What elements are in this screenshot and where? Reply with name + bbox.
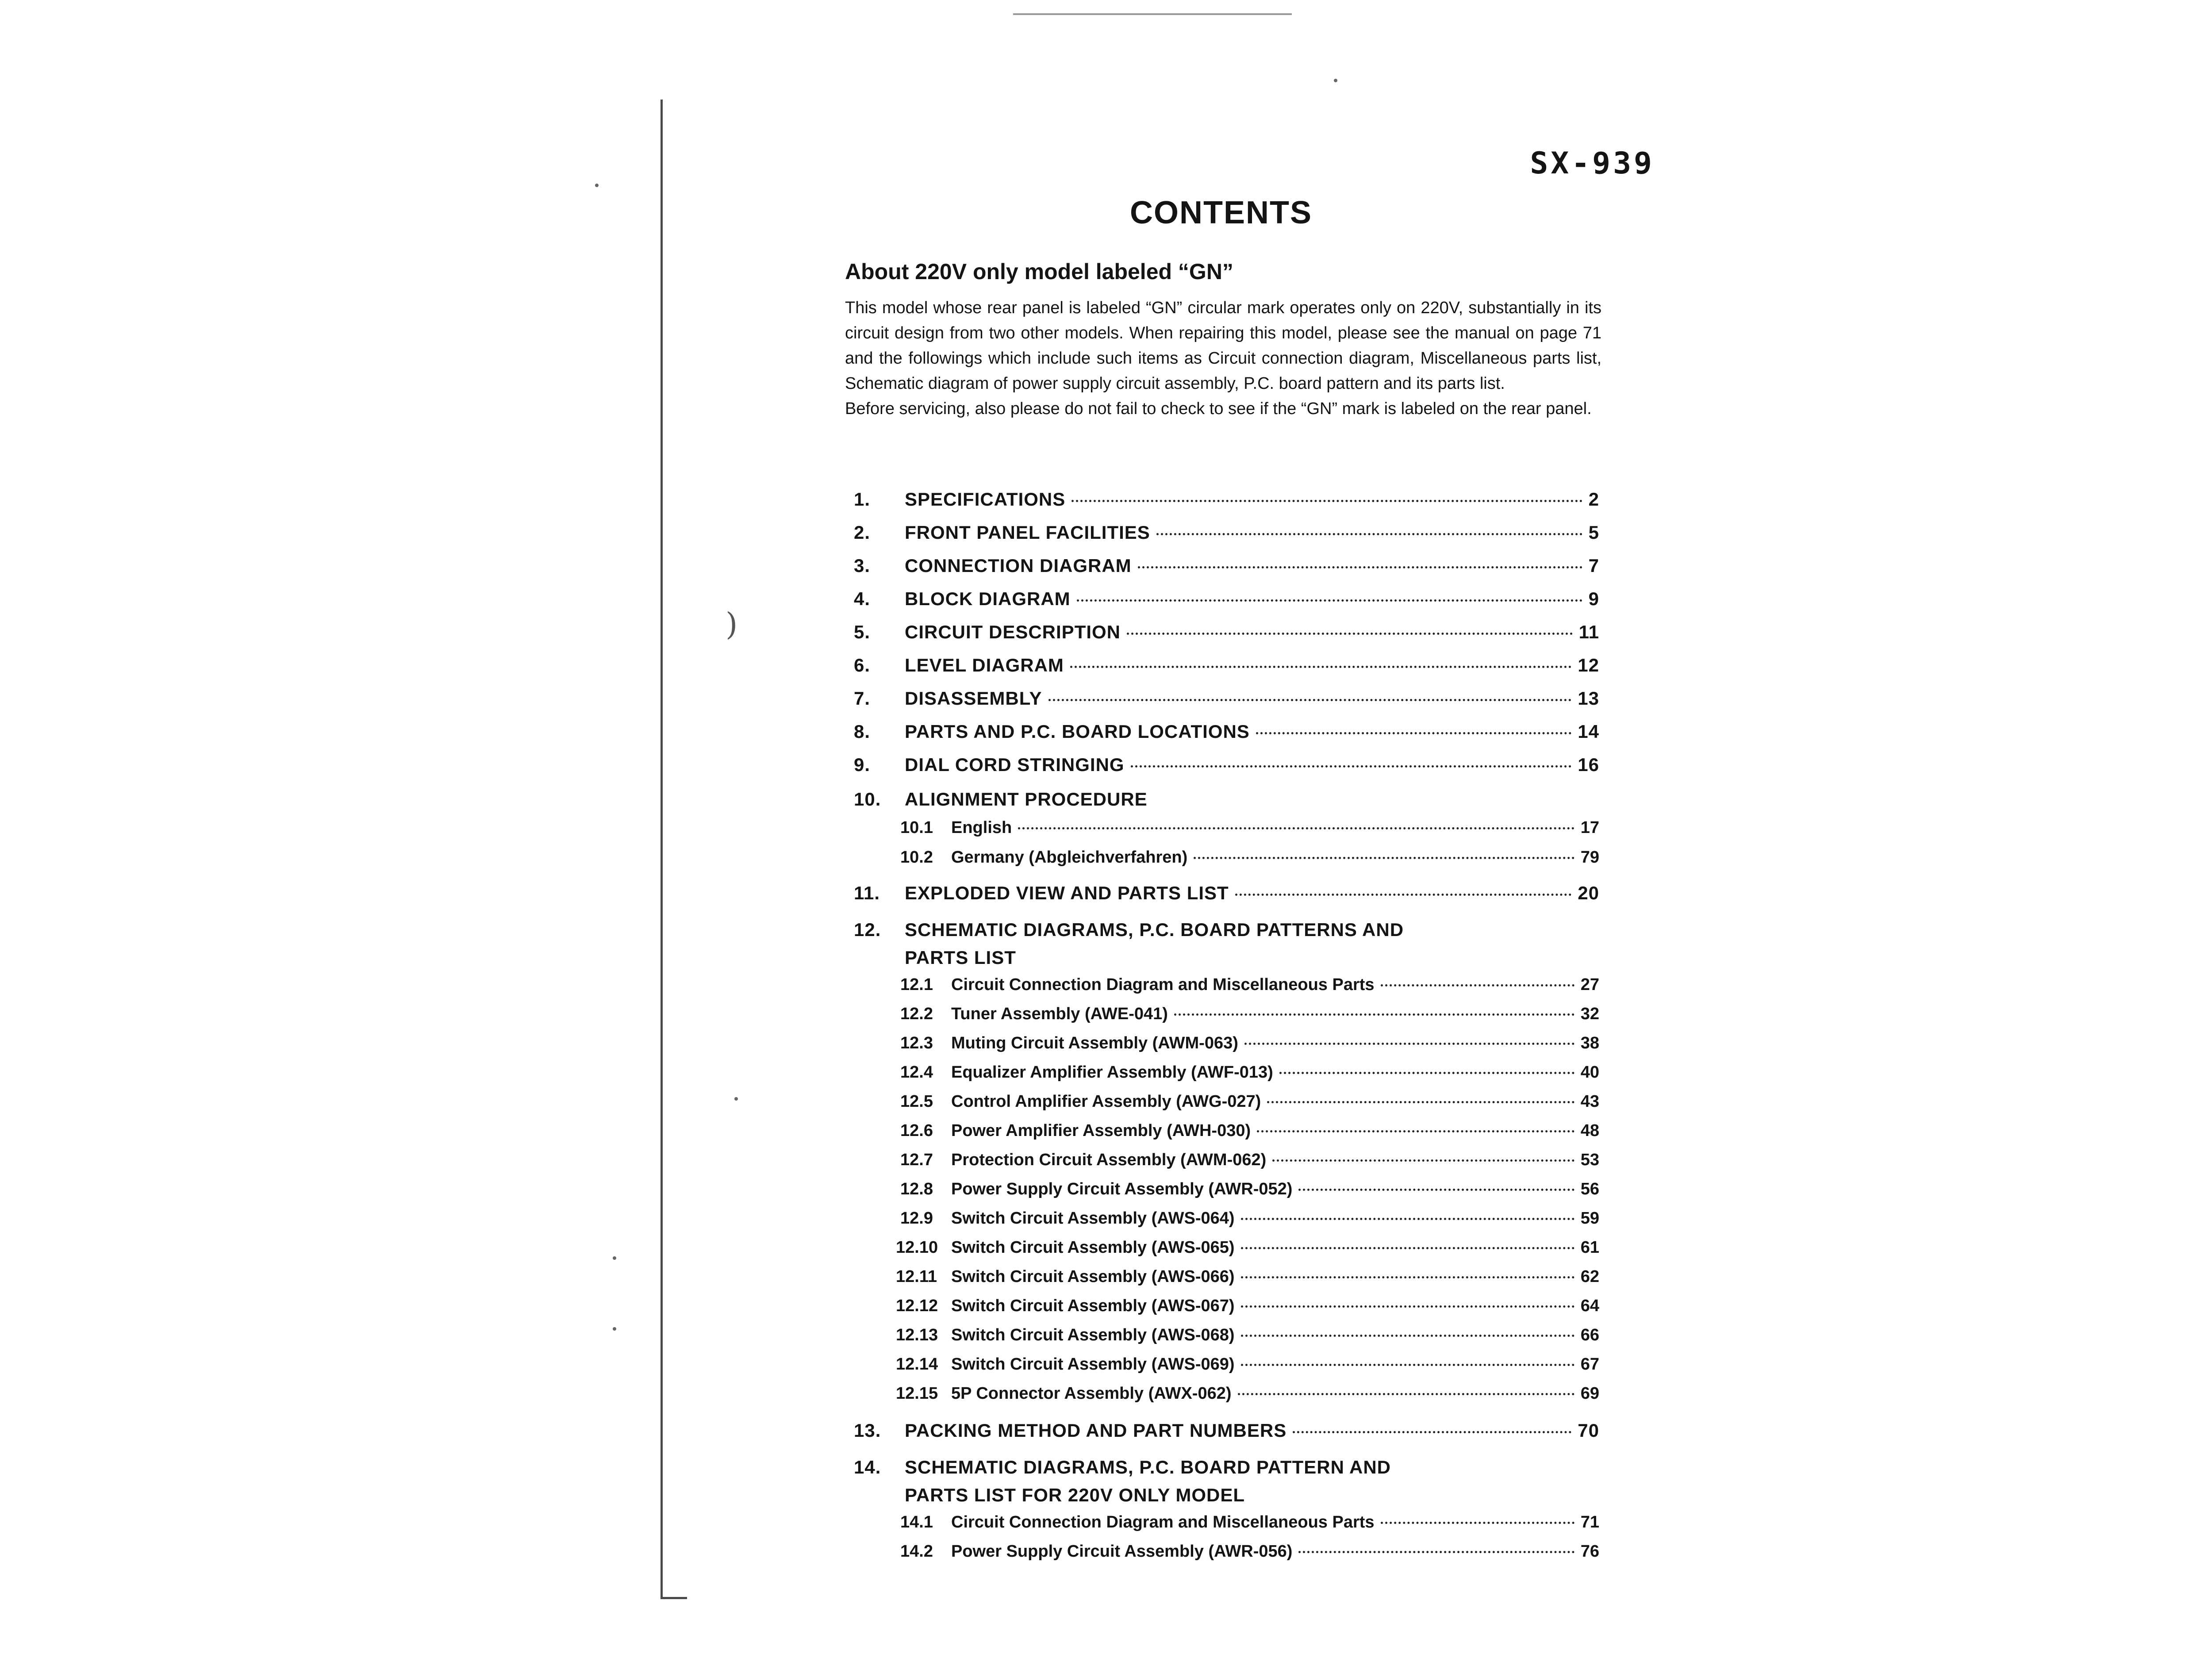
toc-subentry-page: 53: [1580, 1151, 1599, 1169]
toc-entry-page: 70: [1578, 1420, 1599, 1441]
toc-entry[interactable]: [854, 555, 1599, 582]
toc-subentry-title: Equalizer Amplifier Assembly (AWF-013): [951, 1063, 1273, 1082]
toc-entry-title: EXPLODED VIEW AND PARTS LIST: [905, 883, 1229, 903]
toc-subentry-page: 59: [1580, 1209, 1599, 1228]
notice-heading: About 220V only model labeled “GN”: [845, 259, 1233, 284]
toc-entry[interactable]: [854, 622, 1599, 648]
toc-subentry-number: 12.7: [900, 1151, 933, 1169]
toc-entry[interactable]: [854, 688, 1599, 714]
toc-entry-title: DISASSEMBLY: [905, 688, 1042, 709]
toc-subentry-page: 76: [1580, 1542, 1599, 1561]
dot-leader: [1241, 1335, 1575, 1337]
toc-subentry[interactable]: [896, 1267, 1599, 1294]
toc-entry[interactable]: [854, 721, 1599, 748]
toc-subentry-number: 12.4: [900, 1063, 933, 1082]
binder-margin-foot: [661, 1597, 687, 1599]
scan-edge-line: [1013, 13, 1292, 15]
toc-subentry-title: Germany (Abgleichverfahren): [951, 848, 1188, 867]
model-number: SX-939: [1530, 146, 1655, 181]
toc-subentry[interactable]: [896, 1297, 1599, 1323]
toc-entry-title: FRONT PANEL FACILITIES: [905, 522, 1150, 543]
toc-entry-number: 2.: [854, 522, 871, 543]
toc-entry-page: 13: [1578, 688, 1599, 709]
toc-subentry-title: Power Amplifier Assembly (AWH-030): [951, 1121, 1251, 1140]
dot-leader: [1241, 1247, 1575, 1249]
toc-subentry[interactable]: [900, 1209, 1599, 1236]
notice-paragraph: This model whose rear panel is labeled “GN” circular mark operates only on 220V, substantially in its circuit design from two other models. When repairing this model, please see the manual on page 71 and the followings which include such items as Circuit connection diagram, Miscellaneous parts list, Schematic diagram of power supply circuit assembly, P.C. board pattern and its parts list.: [845, 299, 1601, 393]
toc-entry-page: 12: [1578, 655, 1599, 675]
toc-entry-number: 10.: [854, 789, 881, 810]
toc-subentry-title: 5P Connector Assembly (AWX-062): [951, 1384, 1232, 1403]
dot-leader: [1174, 1013, 1575, 1016]
toc-subentry-title: Switch Circuit Assembly (AWS-066): [951, 1267, 1235, 1286]
dot-leader: [1257, 1130, 1575, 1132]
toc-subentry[interactable]: [900, 975, 1599, 1002]
toc-subentry[interactable]: [900, 848, 1599, 875]
toc-subentry-page: 43: [1580, 1092, 1599, 1111]
dot-leader: [1381, 1522, 1575, 1524]
toc-subentry[interactable]: [900, 1513, 1599, 1539]
toc-subentry-page: 61: [1580, 1238, 1599, 1257]
scan-speck: [613, 1327, 616, 1331]
toc-subentry[interactable]: [900, 1005, 1599, 1031]
toc-subentry-number: 12.5: [900, 1092, 933, 1111]
scan-speck: [595, 184, 599, 187]
toc-entry-page: 20: [1578, 883, 1599, 903]
toc-subentry[interactable]: [900, 1063, 1599, 1090]
toc-entry-page: 11: [1578, 622, 1599, 642]
toc-subentry-page: 38: [1580, 1034, 1599, 1052]
dot-leader: [1241, 1276, 1575, 1278]
toc-subentry-page: 62: [1580, 1267, 1599, 1286]
toc-subentry-number: 10.1: [900, 818, 933, 837]
toc-entry-title: CIRCUIT DESCRIPTION: [905, 622, 1121, 642]
toc-entry-number: 7.: [854, 688, 871, 709]
toc-subentry-title: Muting Circuit Assembly (AWM-063): [951, 1034, 1238, 1052]
dot-leader: [1048, 699, 1572, 701]
scan-speck: [1334, 79, 1337, 82]
toc-entry-title: SCHEMATIC DIAGRAMS, P.C. BOARD PATTERN AND: [905, 1457, 1391, 1477]
toc-entry-title: PARTS AND P.C. BOARD LOCATIONS: [905, 721, 1250, 742]
toc-subentry-number: 10.2: [900, 848, 933, 867]
toc-subentry[interactable]: [900, 1542, 1599, 1569]
toc-entry-title: ALIGNMENT PROCEDURE: [905, 789, 1148, 810]
toc-subentry-number: 12.6: [900, 1121, 933, 1140]
toc-entry-number: 5.: [854, 622, 871, 642]
toc-entry-number: 1.: [854, 489, 871, 510]
toc-entry-title-continued: PARTS LIST FOR 220V ONLY MODEL: [905, 1485, 1245, 1505]
toc-subentry[interactable]: [900, 1180, 1599, 1206]
toc-subentry[interactable]: [896, 1326, 1599, 1352]
toc-entry-number: 13.: [854, 1420, 881, 1441]
toc-section-heading[interactable]: [854, 785, 1599, 813]
page-title: CONTENTS: [1130, 195, 1312, 230]
toc-subentry[interactable]: [896, 1238, 1599, 1265]
toc-subentry[interactable]: [900, 1092, 1599, 1119]
toc-entry-number: 4.: [854, 588, 871, 609]
toc-entry[interactable]: [854, 883, 1599, 909]
toc-subentry-title: Switch Circuit Assembly (AWS-069): [951, 1355, 1235, 1374]
toc-entry-number: 12.: [854, 919, 881, 940]
toc-entry-page: 14: [1578, 721, 1599, 742]
toc-subentry[interactable]: [896, 1384, 1599, 1411]
dot-leader: [1127, 633, 1573, 635]
toc-subentry-page: 64: [1580, 1297, 1599, 1315]
toc-entry-number: 3.: [854, 555, 871, 576]
dot-leader: [1293, 1431, 1571, 1433]
dot-leader: [1018, 827, 1574, 829]
toc-subentry-title: Switch Circuit Assembly (AWS-067): [951, 1297, 1235, 1315]
toc-entry[interactable]: [854, 754, 1599, 781]
dot-leader: [1267, 1101, 1574, 1103]
toc-subentry-page: 69: [1580, 1384, 1599, 1403]
toc-subentry[interactable]: [900, 818, 1599, 845]
toc-subentry-page: 48: [1580, 1121, 1599, 1140]
toc-subentry-title: Circuit Connection Diagram and Miscellaneous Parts: [951, 1513, 1375, 1531]
dot-leader: [1241, 1305, 1575, 1308]
scan-mark: ): [726, 606, 738, 642]
dot-leader: [1131, 765, 1572, 768]
toc-subentry-title: Switch Circuit Assembly (AWS-064): [951, 1209, 1235, 1228]
toc-subentry[interactable]: [900, 1034, 1599, 1060]
toc-subentry-page: 67: [1580, 1355, 1599, 1374]
toc-entry-title: PACKING METHOD AND PART NUMBERS: [905, 1420, 1287, 1441]
toc-entry-page: 5: [1588, 522, 1599, 543]
toc-subentry-page: 32: [1580, 1005, 1599, 1023]
dot-leader: [1194, 857, 1574, 859]
toc-subentry-title: Power Supply Circuit Assembly (AWR-056): [951, 1542, 1293, 1561]
toc-entry-page: 16: [1578, 754, 1599, 775]
toc-subentry-page: 66: [1580, 1326, 1599, 1344]
dot-leader: [1241, 1218, 1575, 1220]
dot-leader: [1156, 533, 1582, 535]
toc-subentry-page: 27: [1580, 975, 1599, 994]
toc-subentry-number: 12.2: [900, 1005, 933, 1023]
toc-subentry-number: 12.3: [900, 1034, 933, 1052]
dot-leader: [1138, 566, 1582, 568]
toc-entry-number: 11.: [854, 883, 880, 903]
toc-entry-number: 8.: [854, 721, 871, 742]
toc-subentry-title: Circuit Connection Diagram and Miscellaneous Parts: [951, 975, 1375, 994]
toc-section-heading[interactable]: [854, 1453, 1599, 1509]
toc-subentry-page: 40: [1580, 1063, 1599, 1082]
dot-leader: [1077, 599, 1582, 602]
toc-subentry[interactable]: [896, 1355, 1599, 1382]
dot-leader: [1241, 1364, 1575, 1366]
scan-speck: [734, 1097, 738, 1101]
toc-subentry-title: Switch Circuit Assembly (AWS-068): [951, 1326, 1235, 1344]
toc-subentry-number: 12.12: [896, 1297, 938, 1315]
dot-leader: [1070, 666, 1571, 668]
toc-subentry-number: 14.2: [900, 1542, 933, 1561]
toc-entry-number: 9.: [854, 754, 871, 775]
toc-subentry-title: English: [951, 818, 1012, 837]
toc-section-heading[interactable]: [854, 916, 1599, 971]
toc-subentry-title: Control Amplifier Assembly (AWG-027): [951, 1092, 1261, 1111]
toc-subentry-number: 12.14: [896, 1355, 938, 1374]
toc-subentry-page: 71: [1580, 1513, 1599, 1531]
dot-leader: [1244, 1043, 1575, 1045]
toc-entry-title: DIAL CORD STRINGING: [905, 754, 1125, 775]
toc-entry-title: SPECIFICATIONS: [905, 489, 1066, 510]
dot-leader: [1256, 732, 1571, 734]
toc-subentry-number: 14.1: [900, 1513, 933, 1531]
toc-subentry-number: 12.1: [900, 975, 933, 994]
toc-subentry-title: Tuner Assembly (AWE-041): [951, 1005, 1168, 1023]
notice-paragraph: Before servicing, also please do not fail to check to see if the “GN” mark is labeled on the rear panel.: [845, 399, 1592, 418]
notice-body: [845, 295, 1601, 422]
toc-subentry-page: 17: [1580, 818, 1599, 837]
toc-entry-title: SCHEMATIC DIAGRAMS, P.C. BOARD PATTERNS AND: [905, 919, 1404, 940]
toc-entry-page: 9: [1588, 588, 1599, 609]
toc-subentry[interactable]: [900, 1151, 1599, 1177]
toc-entry-title: CONNECTION DIAGRAM: [905, 555, 1132, 576]
dot-leader: [1381, 984, 1575, 986]
toc-subentry-number: 12.9: [900, 1209, 933, 1228]
toc-subentry-number: 12.8: [900, 1180, 933, 1198]
toc-entry[interactable]: [854, 588, 1599, 615]
toc-entry-number: 14.: [854, 1457, 881, 1477]
dot-leader: [1238, 1393, 1575, 1395]
toc-subentry-title: Protection Circuit Assembly (AWM-062): [951, 1151, 1267, 1169]
binder-margin-line: [661, 100, 663, 1599]
toc-entry-title: BLOCK DIAGRAM: [905, 588, 1071, 609]
toc-subentry-number: 12.13: [896, 1326, 938, 1344]
toc-subentry-title: Switch Circuit Assembly (AWS-065): [951, 1238, 1235, 1257]
toc-entry[interactable]: [854, 655, 1599, 681]
toc-subentry[interactable]: [900, 1121, 1599, 1148]
toc-subentry-number: 12.15: [896, 1384, 938, 1403]
dot-leader: [1298, 1189, 1574, 1191]
toc-entry-title: LEVEL DIAGRAM: [905, 655, 1064, 675]
toc-subentry-title: Power Supply Circuit Assembly (AWR-052): [951, 1180, 1293, 1198]
dot-leader: [1298, 1551, 1574, 1553]
toc-entry[interactable]: [854, 522, 1599, 549]
toc-entry[interactable]: [854, 1420, 1599, 1447]
toc-entry-page: 7: [1588, 555, 1599, 576]
toc-entry-title-continued: PARTS LIST: [905, 947, 1016, 968]
toc-entry-number: 6.: [854, 655, 871, 675]
scan-speck: [613, 1256, 616, 1260]
dot-leader: [1235, 894, 1572, 896]
toc-subentry-number: 12.10: [896, 1238, 938, 1257]
toc-entry-page: 2: [1588, 489, 1599, 510]
toc-subentry-page: 56: [1580, 1180, 1599, 1198]
toc-entry[interactable]: [854, 489, 1599, 515]
toc-subentry-number: 12.11: [896, 1267, 937, 1286]
dot-leader: [1279, 1072, 1575, 1074]
dot-leader: [1071, 500, 1582, 502]
toc-subentry-page: 79: [1580, 848, 1599, 867]
dot-leader: [1272, 1159, 1574, 1162]
